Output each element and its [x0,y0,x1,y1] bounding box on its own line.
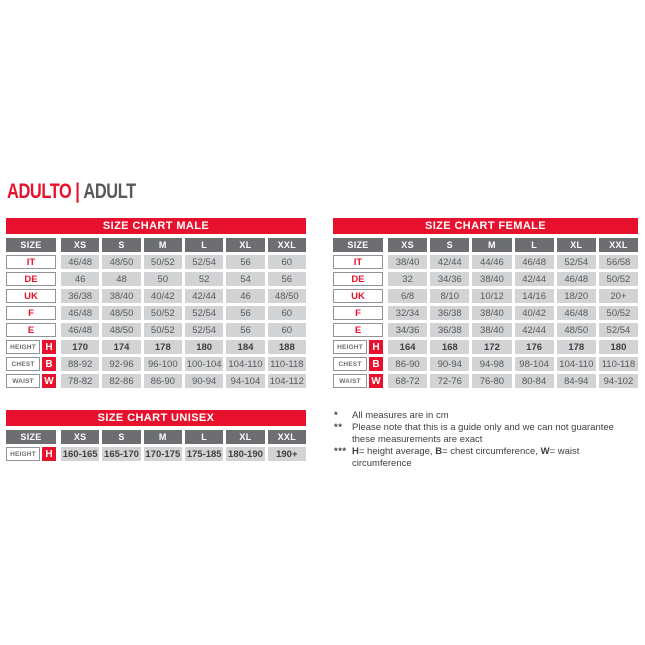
measurement-cell: 98-104 [515,357,554,371]
measurement-letter-badge: B [369,357,383,371]
column-header-cell: XL [557,238,596,252]
size-row [333,289,638,303]
measurement-name: HEIGHT [333,340,367,354]
size-cell: 8/10 [430,289,469,303]
measurement-name: CHEST [6,357,40,371]
note-text [352,446,640,470]
table-title-bar: SIZE CHART FEMALE [333,218,638,234]
row-region-label: F [6,306,56,320]
measurement-cell: 174 [102,340,140,354]
measurement-cell: 165-170 [104,448,139,460]
row-region-label: E [6,323,56,337]
size-cell: 48/50 [557,323,596,337]
measurement-cell: 78-82 [61,374,99,388]
measurement-cell: 72-76 [430,374,469,388]
measurement-cell: 180 [599,340,638,354]
measurement-cell: 94-98 [472,357,511,371]
size-row [6,306,306,320]
measurement-name: WAIST [6,374,40,388]
column-header-cell: S [102,238,140,252]
measurement-name: WAIST [333,374,367,388]
size-cell: 60 [268,255,306,269]
measurement-cell: 84-94 [557,374,596,388]
size-cell: 38/40 [472,306,511,320]
size-cell: 50/52 [144,323,182,337]
title-separator-bar: | [75,180,80,203]
measurement-cell: 180 [185,340,223,354]
measurement-cell: 170 [61,340,99,354]
row-region-label: DE [6,272,56,286]
size-cell: 56 [226,323,264,337]
measurement-row [333,357,638,371]
size-cell: 48/50 [102,323,140,337]
measurement-label [6,340,56,354]
size-cell: 44/46 [472,255,511,269]
column-header-cell: XS [61,430,99,444]
measurement-cell: 90-94 [430,357,469,371]
measurement-cell: 104-110 [226,357,264,371]
note-text-segment: = chest circumference, [442,446,541,457]
measurement-cell: 172 [472,340,511,354]
size-cell: 48/50 [268,289,306,303]
page-title-text [7,180,136,204]
size-row [6,255,306,269]
measurement-cell: 104-112 [268,374,306,388]
size-cell: 14/16 [515,289,554,303]
size-cell: 46/48 [61,255,99,269]
size-cell: 18/20 [557,289,596,303]
size-cell: 10/12 [472,289,511,303]
row-region-label: IT [333,255,383,269]
measurement-cell: 164 [388,340,427,354]
measurement-cell: 94-104 [226,374,264,388]
size-cell: 46 [226,289,264,303]
column-header-cell: M [144,430,182,444]
note-text-segment: these measurements are exact [352,434,483,445]
column-header-row [6,238,306,252]
size-cell: 32 [388,272,427,286]
measurement-label [6,357,56,371]
size-chart-female-table [333,218,638,391]
column-header-cell: L [515,238,554,252]
size-cell: 38/40 [472,323,511,337]
note-marker: *** [334,446,347,457]
note-text [352,422,640,446]
size-cell: 46/48 [61,306,99,320]
size-cell: 20+ [599,289,638,303]
size-cell: 46/48 [557,306,596,320]
size-cell: 34/36 [388,323,427,337]
column-header-cell: L [185,430,223,444]
size-cell: 50/52 [599,306,638,320]
measurement-row [333,374,638,388]
table-title-bar: SIZE CHART UNISEX [6,410,306,426]
measurement-cell: 86-90 [388,357,427,371]
title-adult: ADULT [83,180,136,203]
measurement-row [6,447,306,461]
measurement-cell: 90-94 [185,374,223,388]
measurement-row [333,340,638,354]
size-cell: 38/40 [472,272,511,286]
size-chart-male-table [6,218,306,391]
size-cell: 42/44 [515,323,554,337]
size-cell: 52/54 [599,323,638,337]
column-header-cell: XS [61,238,99,252]
measurement-letter-badge: W [369,374,383,388]
measurement-cell: 110-118 [599,357,638,371]
measurement-cell: 86-90 [144,374,182,388]
measurement-name: CHEST [333,357,367,371]
note-text-segment: = height average, [358,446,436,457]
measurement-cell: 100-104 [186,358,222,370]
measurement-letter-badge: B [42,357,56,371]
measurement-label [6,374,56,388]
measurement-letter-badge: H [42,447,56,461]
note-text-segment: = waist circumference [352,446,580,469]
size-cell: 36/38 [430,306,469,320]
note-item [334,422,640,446]
measurement-cell: 96-100 [144,357,182,371]
size-cell: 46/48 [61,323,99,337]
note-bold-letter: B [435,446,443,457]
measurement-cell: 104-110 [557,357,596,371]
size-cell: 56 [226,255,264,269]
column-header-row [6,430,306,444]
size-cell: 52/54 [557,255,596,269]
note-text [352,410,640,422]
row-region-label: DE [333,272,383,286]
measurement-cell: 190+ [268,447,306,461]
size-row [6,323,306,337]
note-marker: * [334,410,339,421]
column-header-cell: XXL [268,430,306,444]
size-cell: 6/8 [388,289,427,303]
size-cell: 56/58 [599,255,638,269]
measurement-cell: 175-185 [186,448,222,460]
note-marker: ** [334,422,343,433]
size-chart-unisex-table [6,410,306,464]
size-cell: 34/36 [430,272,469,286]
note-text-segment: Please note that this is a guide only and we can not guarantee [352,422,614,433]
column-header-cell: M [144,238,182,252]
measurements-section [333,340,638,388]
size-cell: 50/52 [144,306,182,320]
size-cell: 60 [268,306,306,320]
column-header-cell: XL [226,430,264,444]
row-region-label: F [333,306,383,320]
column-header-row [333,238,638,252]
measurement-cell: 94-102 [599,374,638,388]
page-title [7,180,172,204]
measurements-section [6,447,306,461]
size-cell: 40/42 [515,306,554,320]
size-cell: 38/40 [388,255,427,269]
size-column-header: SIZE [6,430,56,444]
size-cell: 52/54 [185,306,223,320]
measurement-cell: 178 [557,340,596,354]
measurement-cell: 82-86 [102,374,140,388]
measurement-label [6,447,56,461]
measurement-cell: 178 [144,340,182,354]
size-row [333,323,638,337]
measurement-cell: 92-96 [102,357,140,371]
column-header-cell: L [185,238,223,252]
size-cell: 50 [144,272,182,286]
size-cell: 32/34 [388,306,427,320]
size-cell: 56 [226,306,264,320]
measurement-cell: 68-72 [388,374,427,388]
measurement-row [6,340,306,354]
note-text-segment: All measures are in cm [352,410,449,421]
measurement-cell: 88-92 [61,357,99,371]
size-cell: 48/50 [102,306,140,320]
note-bold-letter: W [540,446,550,457]
column-header-cell: XS [388,238,427,252]
size-cell: 56 [268,272,306,286]
size-cell: 42/44 [185,289,223,303]
size-cell: 36/38 [61,289,99,303]
size-cell: 46/48 [515,255,554,269]
size-cell: 42/44 [430,255,469,269]
size-cell: 42/44 [515,272,554,286]
row-region-label: IT [6,255,56,269]
table-title-bar: SIZE CHART MALE [6,218,306,234]
measurement-cell: 76-80 [472,374,511,388]
column-header-cell: S [430,238,469,252]
size-cell: 36/38 [430,323,469,337]
measurement-label [333,340,383,354]
size-cell: 50/52 [599,272,638,286]
measurement-letter-badge: W [42,374,56,388]
measurement-name: HEIGHT [6,447,40,461]
measurement-cell: 188 [268,340,306,354]
size-cell: 60 [268,323,306,337]
size-cell: 52 [185,272,223,286]
measurement-letter-badge: H [42,340,56,354]
size-cell: 48 [102,272,140,286]
measurement-cell: 176 [515,340,554,354]
measurement-letter-badge: H [369,340,383,354]
size-row [333,255,638,269]
size-cell: 46 [61,272,99,286]
size-row [333,272,638,286]
measurement-label [333,357,383,371]
measurement-row [6,374,306,388]
size-cell: 40/42 [144,289,182,303]
size-cell: 50/52 [144,255,182,269]
note-item [334,410,640,422]
size-column-header: SIZE [6,238,56,252]
column-header-cell: M [472,238,511,252]
title-adulto: ADULTO [7,180,72,203]
size-row [6,289,306,303]
measurement-name: HEIGHT [6,340,40,354]
column-header-cell: XXL [599,238,638,252]
size-cell: 38/40 [102,289,140,303]
note-bold-letter: H [352,446,359,457]
measurement-cell: 168 [430,340,469,354]
size-cell: 54 [226,272,264,286]
column-header-cell: XXL [268,238,306,252]
column-header-cell: S [102,430,140,444]
measurement-cell: 170-175 [145,448,181,460]
measurement-cell: 80-84 [515,374,554,388]
measurement-label [333,374,383,388]
column-header-cell: XL [226,238,264,252]
measurement-cell: 184 [226,340,264,354]
size-row [333,306,638,320]
measurement-cell: 180-190 [228,448,263,460]
size-cell: 52/54 [185,323,223,337]
row-region-label: E [333,323,383,337]
measurement-cell: 160-165 [62,448,98,460]
measurements-section [6,340,306,388]
size-cell: 48/50 [102,255,140,269]
notes-section [334,410,640,470]
measurement-cell: 110-118 [268,357,306,371]
row-region-label: UK [333,289,383,303]
size-cell: 52/54 [185,255,223,269]
note-item [334,446,640,470]
row-region-label: UK [6,289,56,303]
size-row [6,272,306,286]
size-cell: 46/48 [557,272,596,286]
size-column-header: SIZE [333,238,383,252]
measurement-row [6,357,306,371]
